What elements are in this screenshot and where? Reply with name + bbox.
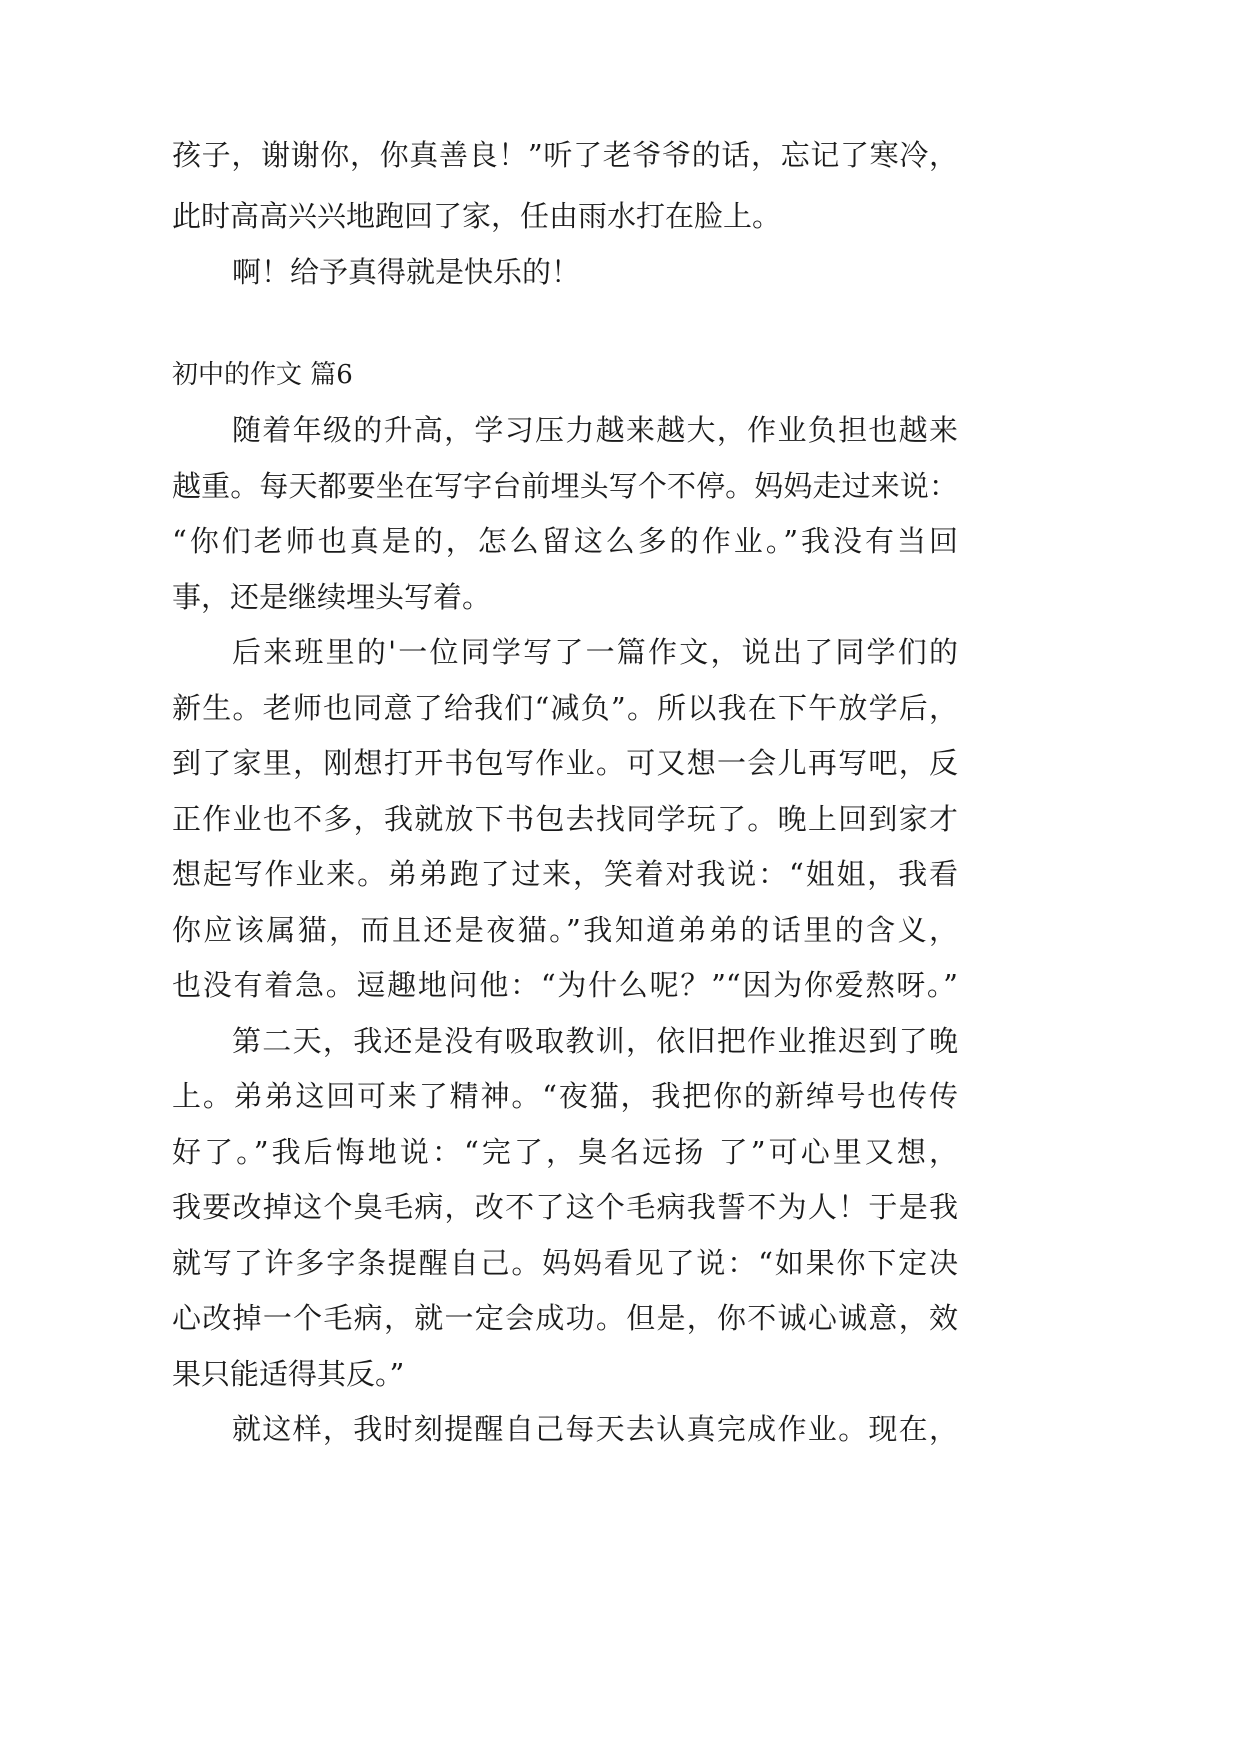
paragraph-line: 就这样，我时刻提醒自己每天去认真完成作业。现在， [232,1412,958,1446]
paragraph-line: “你们老师也真是的，怎么留这么多的作业。”我没有当回 [172,524,958,558]
paragraph-line: 新生。老师也同意了给我们“减负”。所以我在下午放学后， [172,691,958,725]
paragraph-line: 你应该属猫，而且还是夜猫。”我知道弟弟的话里的含义， [172,913,958,947]
paragraph-line: 啊！给予真得就是快乐的！ [232,255,581,289]
paragraph-line: 就写了许多字条提醒自己。妈妈看见了说：“如果你下定决 [172,1246,958,1280]
paragraph-line: 后来班里的'一位同学写了一篇作文，说出了同学们的 [232,635,958,669]
paragraph-line: 此时高高兴兴地跑回了家，任由雨水打在脸上。 [172,199,782,233]
paragraph-line: 也没有着急。逗趣地问他：“为什么呢？”“因为你爱熬呀。” [172,968,958,1002]
paragraph-line: 事，还是继续埋头写着。 [172,580,492,614]
paragraph-line: 正作业也不多，我就放下书包去找同学玩了。晚上回到家才 [172,802,958,836]
paragraph-line: 随着年级的升高，学习压力越来越大，作业负担也越来 [232,413,958,447]
paragraph-line: 果只能适得其反。” [172,1357,405,1391]
paragraph-line: 到了家里，刚想打开书包写作业。可又想一会儿再写吧，反 [172,746,958,780]
paragraph-line: 上。弟弟这回可来了精神。“夜猫，我把你的新绰号也传传 [172,1079,958,1113]
section-heading: 初中的作文 篇6 [172,360,353,390]
paragraph-line: 心改掉一个毛病，就一定会成功。但是，你不诚心诚意，效 [172,1301,958,1335]
paragraph-line: 想起写作业来。弟弟跑了过来，笑着对我说：“姐姐，我看 [172,857,958,891]
paragraph-line: 好了。”我后悔地说：“完了，臭名远扬 了”可心里又想， [172,1135,958,1169]
paragraph-line: 第二天，我还是没有吸取教训，依旧把作业推迟到了晚 [232,1024,958,1058]
paragraph-line: 我要改掉这个臭毛病，改不了这个毛病我誓不为人！于是我 [172,1190,958,1224]
paragraph-line: 孩子，谢谢你，你真善良！”听了老爷爷的话，忘记了寒冷， [172,138,958,172]
paragraph-line: 越重。每天都要坐在写字台前埋头写个不停。妈妈走过来说： [172,469,958,503]
